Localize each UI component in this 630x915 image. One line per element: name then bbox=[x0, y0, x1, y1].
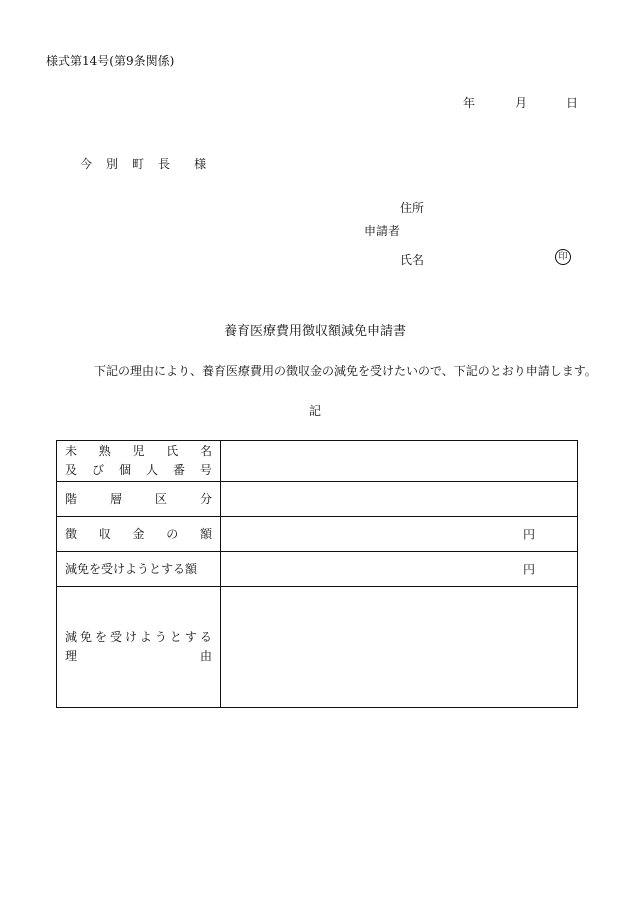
address-label: 住所 bbox=[400, 201, 425, 215]
label-char: 及 bbox=[65, 463, 78, 477]
label-char: す bbox=[184, 630, 197, 644]
reduction-reason-field[interactable] bbox=[221, 587, 578, 708]
addressee-char: 長 bbox=[158, 157, 171, 171]
label-char: 名 bbox=[199, 444, 212, 458]
label-char: 徴 bbox=[65, 526, 78, 541]
yen-unit: 円 bbox=[522, 527, 535, 542]
reduction-amount-label-cell bbox=[57, 552, 221, 587]
addressee-char: 町 bbox=[132, 157, 145, 171]
reduction-amount-label: 減免を受けようとする額 bbox=[65, 561, 198, 576]
table-row bbox=[57, 587, 578, 708]
label-char: け bbox=[124, 630, 137, 644]
child-name-label-cell bbox=[57, 441, 221, 482]
form-number: 様式第14号(第9条関係) bbox=[46, 54, 175, 68]
personal-number-label bbox=[65, 461, 212, 480]
table-row bbox=[57, 482, 578, 517]
intro-text: 下記の理由により、養育医療費用の徴収金の減免を受けたいので、下記のとおり申請します。 bbox=[94, 364, 597, 378]
date-day-label: 日 bbox=[566, 96, 579, 110]
label-char: 受 bbox=[109, 630, 122, 644]
label-char: 層 bbox=[109, 491, 122, 506]
reason-label bbox=[65, 647, 212, 666]
bracket-label bbox=[65, 490, 212, 509]
label-char: 金 bbox=[132, 526, 145, 541]
label-char: 番 bbox=[172, 463, 185, 477]
label-char: よ bbox=[139, 630, 152, 644]
label-char: 階 bbox=[65, 491, 78, 506]
date-month-label: 月 bbox=[515, 96, 528, 110]
label-char: 由 bbox=[199, 649, 212, 663]
name-label: 氏名 bbox=[400, 253, 425, 267]
addressee bbox=[80, 155, 206, 172]
label-char: 号 bbox=[199, 463, 212, 477]
label-char: 免 bbox=[79, 630, 92, 644]
reduction-reason-label-cell bbox=[57, 587, 221, 708]
document-title: 養育医療費用徴収額減免申請書 bbox=[223, 324, 406, 339]
label-char: 個 bbox=[118, 463, 131, 477]
table-row bbox=[57, 517, 578, 552]
reduction-reason-label bbox=[65, 628, 212, 647]
collection-amount-label bbox=[65, 525, 212, 544]
label-char: 児 bbox=[132, 444, 145, 458]
label-char: 分 bbox=[199, 491, 212, 506]
label-char: 収 bbox=[98, 526, 111, 541]
application-table bbox=[56, 440, 578, 708]
seal-mark: 印 bbox=[555, 249, 571, 265]
label-char: 区 bbox=[154, 491, 167, 506]
label-char: 理 bbox=[65, 649, 78, 663]
yen-unit: 円 bbox=[522, 562, 535, 577]
label-char: 人 bbox=[145, 463, 158, 477]
child-name-field[interactable] bbox=[221, 441, 578, 482]
table-row bbox=[57, 552, 578, 587]
label-char: の bbox=[166, 526, 179, 541]
addressee-honorific: 様 bbox=[194, 157, 207, 171]
bracket-field[interactable] bbox=[221, 482, 578, 517]
table-row bbox=[57, 441, 578, 482]
reduction-amount-field[interactable] bbox=[221, 552, 578, 587]
applicant-label: 申請者 bbox=[364, 224, 401, 238]
label-char: う bbox=[154, 630, 167, 644]
ki-heading: 記 bbox=[308, 404, 321, 418]
label-char: る bbox=[199, 630, 212, 644]
label-char: 未 bbox=[65, 444, 78, 458]
label-char: を bbox=[94, 630, 107, 644]
label-char: 額 bbox=[199, 526, 212, 541]
label-char: 熟 bbox=[98, 444, 111, 458]
collection-amount-label-cell bbox=[57, 517, 221, 552]
bracket-label-cell bbox=[57, 482, 221, 517]
addressee-char: 今 bbox=[80, 157, 93, 171]
label-char: と bbox=[169, 630, 182, 644]
collection-amount-field[interactable] bbox=[221, 517, 578, 552]
label-char: 減 bbox=[65, 630, 78, 644]
label-char: 氏 bbox=[166, 444, 179, 458]
child-name-label bbox=[65, 442, 212, 461]
date-year-label: 年 bbox=[463, 96, 476, 110]
addressee-char: 別 bbox=[106, 157, 119, 171]
label-char: び bbox=[91, 463, 104, 477]
